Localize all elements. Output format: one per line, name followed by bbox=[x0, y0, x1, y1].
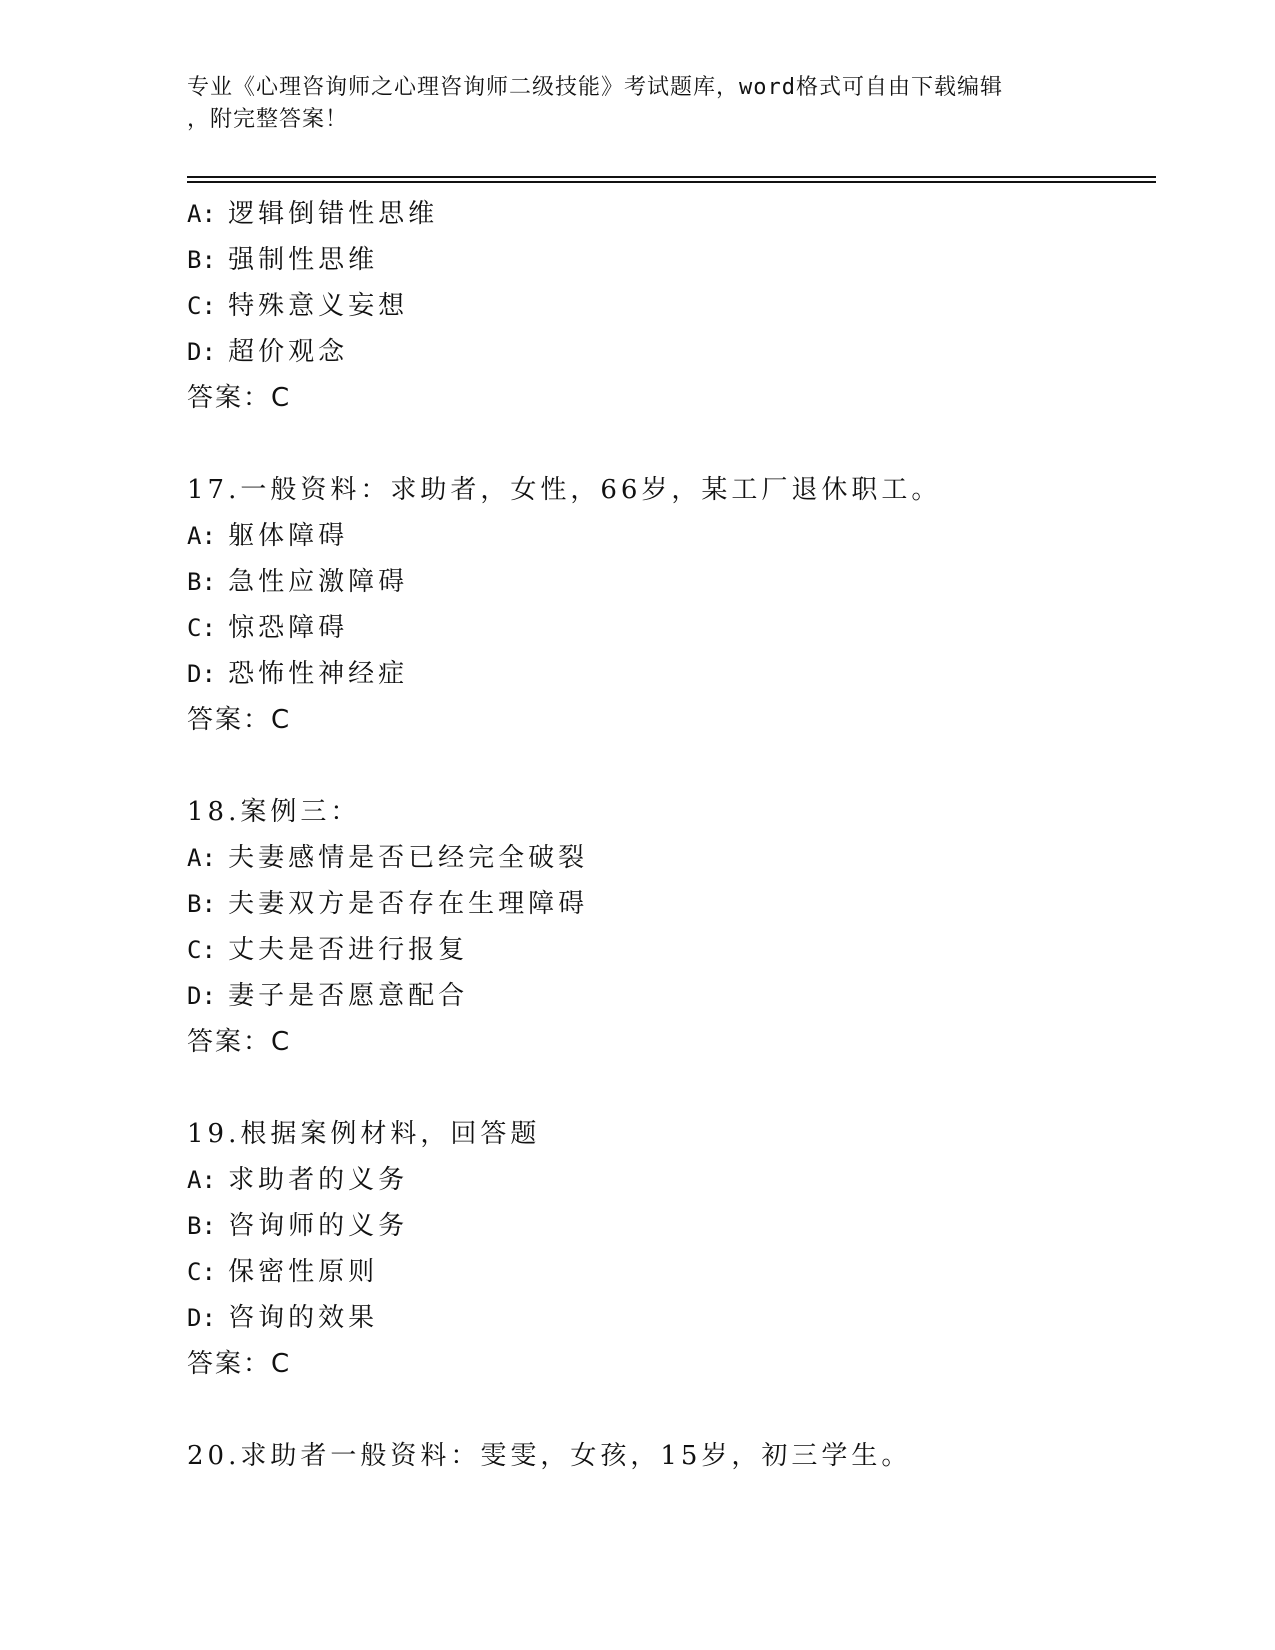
header-divider-top bbox=[187, 176, 1156, 178]
question-stem: 18.案例三： bbox=[187, 797, 361, 827]
option-b: B: 强制性思维 bbox=[187, 245, 379, 275]
answer-line: 答案：C bbox=[187, 705, 292, 735]
option-b: B: 夫妻双方是否存在生理障碍 bbox=[187, 889, 589, 919]
answer-line: 答案：C bbox=[187, 1349, 292, 1379]
question-block-18 bbox=[187, 789, 1167, 1065]
option-d: D: 超价观念 bbox=[187, 337, 349, 367]
option-b: B: 咨询师的义务 bbox=[187, 1211, 409, 1241]
option-a: A: 求助者的义务 bbox=[187, 1165, 409, 1195]
question-block-19 bbox=[187, 1111, 1167, 1387]
option-d: D: 恐怖性神经症 bbox=[187, 659, 409, 689]
question-block-previous bbox=[187, 191, 1167, 421]
option-a: A: 躯体障碍 bbox=[187, 521, 349, 551]
answer-line: 答案：C bbox=[187, 383, 292, 413]
question-list bbox=[187, 191, 1167, 1479]
question-block-17 bbox=[187, 467, 1167, 743]
question-stem: 19.根据案例材料，回答题 bbox=[187, 1119, 541, 1149]
header-line-2: ，附完整答案！ bbox=[187, 107, 349, 132]
option-d: D: 咨询的效果 bbox=[187, 1303, 379, 1333]
option-a: A: 夫妻感情是否已经完全破裂 bbox=[187, 843, 589, 873]
document-header bbox=[187, 72, 1067, 136]
option-b: B: 急性应激障碍 bbox=[187, 567, 409, 597]
answer-line: 答案：C bbox=[187, 1027, 292, 1057]
option-a: A: 逻辑倒错性思维 bbox=[187, 199, 439, 229]
header-divider-bottom bbox=[187, 181, 1156, 183]
question-stem: 17.一般资料：求助者，女性，66岁，某工厂退休职工。 bbox=[187, 475, 942, 505]
option-d: D: 妻子是否愿意配合 bbox=[187, 981, 469, 1011]
option-c: C: 特殊意义妄想 bbox=[187, 291, 409, 321]
option-c: C: 保密性原则 bbox=[187, 1257, 379, 1287]
question-block-20 bbox=[187, 1433, 1167, 1479]
question-stem: 20.求助者一般资料：雯雯，女孩，15岁，初三学生。 bbox=[187, 1441, 912, 1471]
option-c: C: 丈夫是否进行报复 bbox=[187, 935, 469, 965]
header-line-1: 专业《心理咨询师之心理咨询师二级技能》考试题库，word格式可自由下载编辑 bbox=[187, 75, 1003, 100]
option-c: C: 惊恐障碍 bbox=[187, 613, 349, 643]
